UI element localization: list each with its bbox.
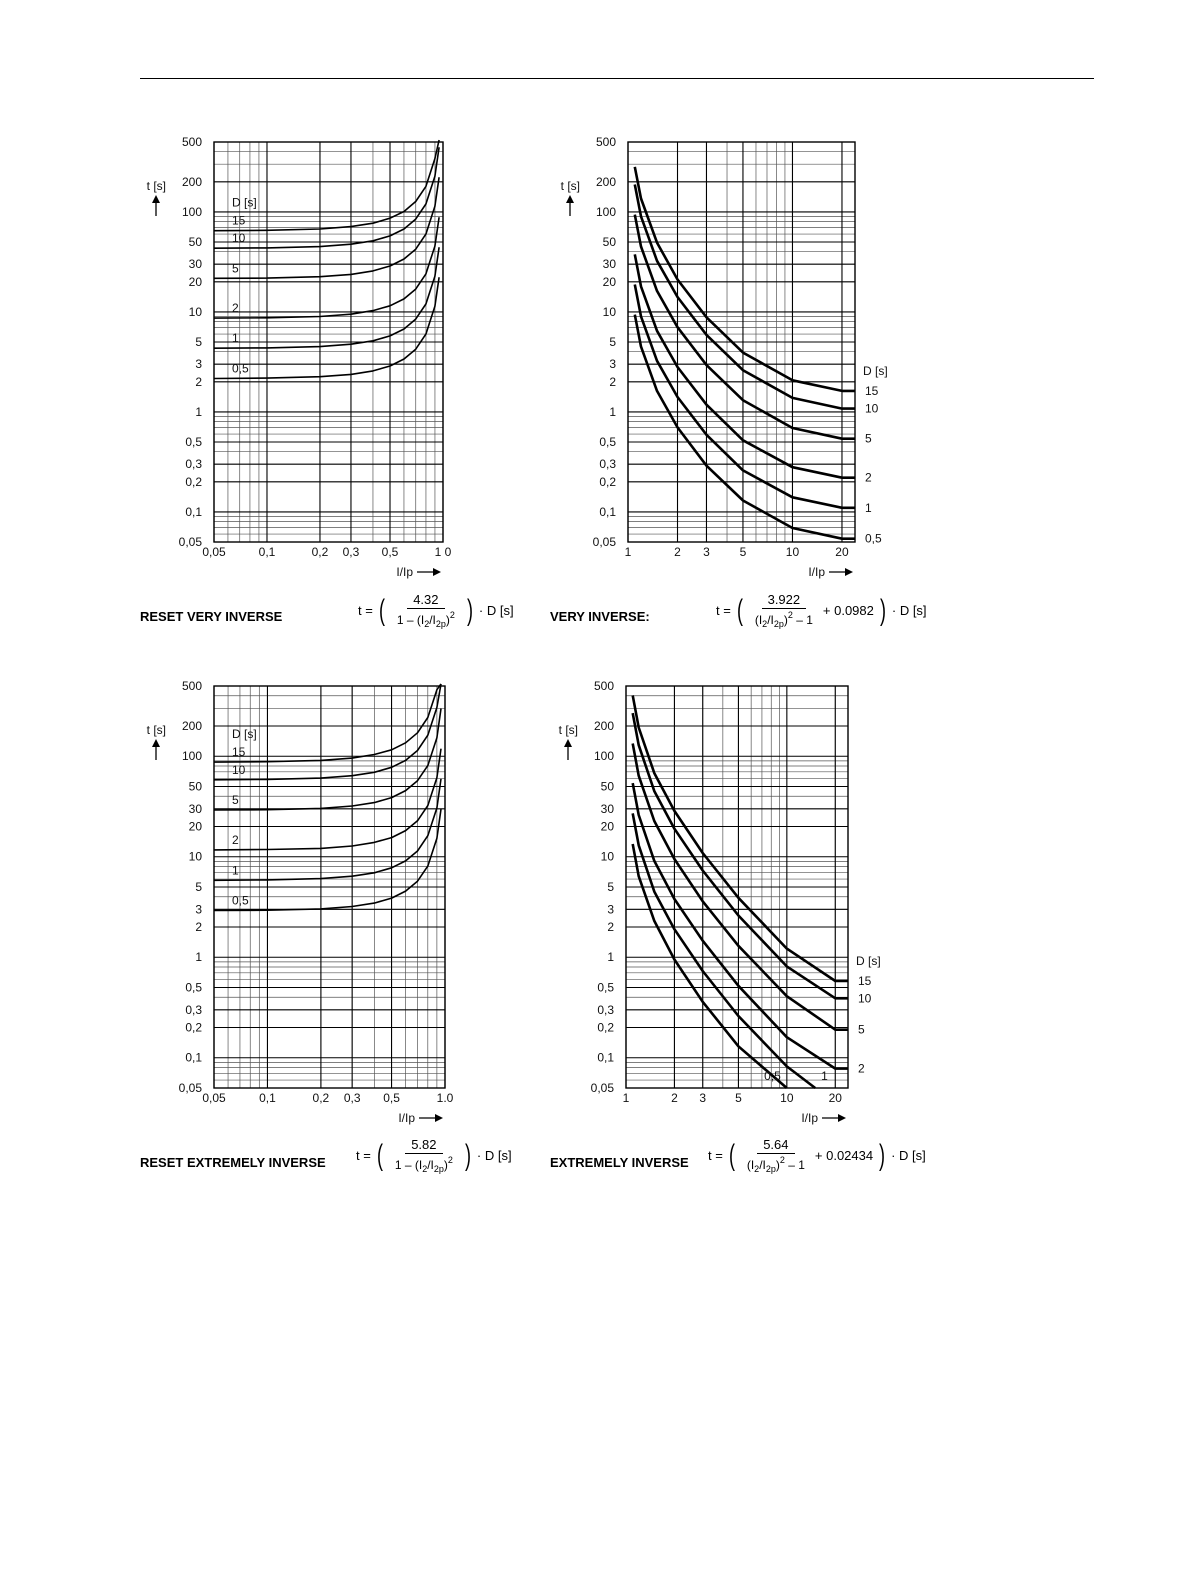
formula-fraction: [749, 592, 819, 629]
formula-numerator: 3.922: [762, 592, 807, 609]
y-tick-label: 0,5: [185, 435, 202, 449]
x-tick-label: 1: [622, 1091, 630, 1105]
x-tick-label: 1 0: [434, 545, 452, 559]
y-tick-label: 0,05: [178, 1081, 202, 1095]
curves: [214, 684, 441, 911]
x-tick-label: 3: [699, 1091, 707, 1105]
y-axis-label: t [s]: [146, 179, 166, 193]
y-tick-label: 10: [600, 849, 614, 864]
x-tick-label: 1: [624, 545, 632, 559]
curve-label: 15: [232, 213, 246, 228]
curve-d-15: [214, 140, 439, 231]
caption-extremely-inverse: EXTREMELY INVERSE: [550, 1155, 689, 1170]
x-axis-label: I/Ip: [808, 565, 825, 579]
y-tick-label: 0,2: [597, 1020, 614, 1035]
curve-d-2: [635, 254, 855, 477]
y-axis-arrow-icon: [152, 195, 160, 216]
curve-label: 15: [232, 745, 246, 760]
y-tick-label: 0,05: [590, 1081, 614, 1095]
x-tick-label: 1.0: [436, 1091, 454, 1105]
y-tick-label: 200: [181, 718, 202, 733]
x-tick-label: 0,5: [381, 545, 399, 559]
formula-paren-open: (: [728, 1138, 735, 1172]
curve-label: 15: [865, 383, 879, 398]
caption-very-inverse: VERY INVERSE:: [550, 609, 650, 624]
x-tick-label: 2: [674, 545, 681, 559]
x-axis-label: I/Ip: [396, 565, 413, 579]
formula-rhs: · D [s]: [478, 603, 514, 618]
legend-title: D [s]: [863, 363, 888, 378]
curve-label: 1: [865, 500, 872, 515]
y-axis-label: t [s]: [560, 179, 580, 193]
y-axis-arrow-icon: [564, 739, 572, 760]
y-tick-label: 0,05: [178, 535, 202, 549]
y-tick-label: 1: [609, 404, 616, 419]
y-tick-label: 30: [188, 257, 202, 272]
y-tick-label: 0,2: [185, 1020, 202, 1035]
formula-lhs: t =: [716, 603, 731, 618]
y-tick-label: 20: [188, 819, 202, 834]
y-tick-label: 0,2: [599, 474, 616, 489]
y-tick-label: 50: [188, 235, 202, 249]
curves: [633, 695, 872, 1088]
x-tick-label: 0,3: [342, 545, 360, 559]
formula-lhs: t =: [358, 603, 373, 618]
curves: [635, 167, 882, 546]
y-tick-label: 100: [593, 749, 614, 764]
x-axis-label: I/Ip: [801, 1111, 818, 1125]
formula-rhs: · D [s]: [891, 1148, 926, 1163]
y-tick-label: 0,05: [592, 535, 616, 549]
formula-fraction: [391, 592, 461, 629]
curve-d-2: [633, 783, 848, 1069]
curve-label: 1: [821, 1069, 828, 1083]
x-tick-label: 0,1: [258, 545, 276, 559]
y-tick-label: 0,3: [599, 457, 616, 472]
y-tick-label: 0,2: [185, 474, 202, 489]
formula-rhs: · D [s]: [891, 603, 927, 618]
curve-label: 15: [858, 974, 872, 989]
chart-rei: [147, 679, 454, 1125]
curve-d-2: [214, 749, 441, 850]
curve-d-15: [633, 695, 848, 981]
x-tick-label: 10: [780, 1091, 794, 1105]
formula-rhs: · D [s]: [476, 1148, 512, 1163]
curve-d-10: [635, 185, 855, 409]
formula-paren-close: ): [464, 1138, 471, 1172]
formula-add: + 0.0982: [822, 603, 874, 618]
y-axis-label: t [s]: [558, 723, 578, 737]
y-tick-label: 3: [195, 357, 202, 372]
y-tick-label: 1: [195, 950, 202, 965]
x-tick-label: 5: [739, 545, 747, 559]
formula-paren-close: ): [879, 1138, 886, 1172]
curve-label: 5: [232, 261, 239, 276]
y-tick-label: 3: [607, 902, 614, 917]
curve-label: 2: [232, 832, 239, 847]
y-tick-label: 0,5: [597, 980, 614, 995]
formula-add: + 0.02434: [814, 1148, 874, 1163]
curve-label: 2: [865, 470, 872, 485]
formula-very-inverse: [716, 592, 927, 629]
formula-paren-open: (: [376, 1138, 383, 1172]
y-tick-label: 0,3: [597, 1002, 614, 1017]
formula-paren-open: (: [378, 593, 385, 627]
y-tick-label: 20: [602, 274, 616, 289]
y-tick-label: 20: [188, 274, 202, 289]
curve-label: 0,5: [232, 361, 249, 376]
y-tick-label: 0,3: [185, 1002, 202, 1017]
curve-label: 10: [865, 401, 879, 416]
x-axis-arrow-icon: [822, 1114, 846, 1122]
x-tick-label: 20: [828, 1091, 842, 1105]
y-tick-label: 0,5: [599, 435, 616, 449]
y-tick-label: 200: [595, 174, 616, 189]
legend-title: D [s]: [232, 727, 257, 742]
curve-label: 1: [232, 331, 239, 346]
x-tick-label: 0,1: [259, 1091, 276, 1105]
y-tick-label: 3: [609, 357, 616, 372]
y-tick-label: 2: [609, 374, 616, 389]
x-tick-label: 10: [785, 545, 800, 559]
x-tick-label: 0,05: [202, 1091, 226, 1105]
formula-paren-close: ): [466, 593, 473, 627]
y-tick-label: 5: [609, 335, 616, 349]
formula-fraction: [741, 1137, 811, 1174]
y-tick-label: 500: [181, 135, 202, 149]
x-tick-label: 2: [671, 1091, 678, 1105]
curve-label: 0,5: [865, 531, 882, 546]
x-axis-arrow-icon: [829, 568, 853, 576]
y-tick-label: 10: [188, 849, 202, 864]
formula-fraction: [389, 1137, 459, 1174]
y-tick-label: 500: [181, 679, 202, 693]
y-tick-label: 50: [188, 779, 202, 794]
y-tick-label: 200: [593, 718, 614, 733]
y-tick-label: 30: [188, 801, 202, 816]
x-tick-label: 0,5: [383, 1091, 400, 1105]
curve-label: 0,5: [232, 893, 249, 908]
curve-label: 5: [865, 431, 872, 446]
x-tick-label: 5: [735, 1091, 742, 1105]
curve-label: 5: [858, 1022, 865, 1037]
curve-d-2: [214, 217, 439, 318]
formula-denominator: $(I_2/I_{2p})^2 - 1$: [746, 1155, 805, 1174]
y-axis-arrow-icon: [152, 739, 160, 760]
chart-rvi: [147, 135, 452, 579]
formula-denominator: $1 - (I_2/I_{2p})^2$: [396, 610, 455, 629]
curve-label: 0,5: [764, 1069, 781, 1083]
x-tick-label: 0,05: [202, 545, 226, 559]
y-tick-label: 2: [195, 374, 202, 389]
y-tick-label: 0,1: [185, 504, 202, 519]
y-tick-label: 100: [181, 204, 202, 219]
curve-label: 1: [232, 863, 239, 878]
y-tick-label: 200: [181, 174, 202, 189]
y-axis-arrow-icon: [566, 195, 574, 216]
curve-label: 5: [232, 792, 239, 807]
formula-lhs: t =: [356, 1148, 371, 1163]
y-tick-label: 0,3: [185, 457, 202, 472]
curve-label: 2: [858, 1061, 865, 1076]
x-tick-label: 0,2: [312, 1091, 330, 1105]
x-axis-arrow-icon: [417, 568, 441, 576]
y-tick-label: 30: [600, 801, 614, 816]
formula-paren-close: ): [879, 593, 886, 627]
x-tick-label: 0,2: [311, 545, 329, 559]
y-tick-label: 500: [595, 135, 616, 149]
y-tick-label: 1: [195, 404, 202, 419]
y-tick-label: 10: [602, 304, 616, 319]
y-axis-label: t [s]: [146, 723, 166, 737]
y-tick-label: 0,5: [185, 980, 202, 995]
formula-paren-open: (: [736, 593, 743, 627]
formula-denominator: $1 - (I_2/I_{2p})^2$: [394, 1155, 453, 1174]
curve-label: 10: [232, 231, 246, 246]
x-axis-label: I/Ip: [398, 1111, 415, 1125]
formula-reset-extremely-inverse: [356, 1137, 512, 1174]
formula-numerator: 5.64: [757, 1137, 794, 1154]
curves: [214, 140, 439, 379]
x-tick-label: 20: [835, 545, 849, 559]
curve-label: 10: [858, 991, 872, 1006]
y-tick-label: 100: [595, 204, 616, 219]
formula-reset-very-inverse: [358, 592, 514, 629]
y-tick-label: 2: [195, 919, 202, 934]
y-tick-label: 0,1: [599, 504, 616, 519]
caption-reset-very-inverse: RESET VERY INVERSE: [140, 609, 283, 624]
y-tick-label: 3: [195, 902, 202, 917]
legend-title: D [s]: [232, 195, 257, 210]
formula-numerator: 5.82: [405, 1137, 442, 1154]
y-tick-label: 2: [607, 919, 614, 934]
curve-label: 10: [232, 762, 246, 777]
x-axis-arrow-icon: [419, 1114, 443, 1122]
y-tick-label: 5: [195, 335, 202, 349]
y-tick-label: 1: [607, 950, 614, 965]
y-tick-label: 50: [600, 779, 614, 794]
y-tick-label: 20: [600, 819, 614, 834]
y-tick-label: 5: [195, 880, 202, 894]
y-tick-label: 5: [607, 880, 614, 894]
major-grid: [626, 686, 848, 1088]
caption-reset-extremely-inverse: RESET EXTREMELY INVERSE: [140, 1155, 326, 1170]
y-tick-label: 100: [181, 749, 202, 764]
x-tick-label: 3: [703, 545, 710, 559]
y-tick-label: 0,1: [597, 1050, 614, 1065]
y-tick-label: 500: [593, 679, 614, 693]
chart-ei: [559, 679, 881, 1125]
y-tick-label: 30: [602, 257, 616, 272]
y-tick-label: 0,1: [185, 1050, 202, 1065]
x-tick-label: 0,3: [343, 1091, 361, 1105]
formula-denominator: $(I_2/I_{2p})^2 - 1$: [754, 610, 813, 629]
y-tick-label: 10: [188, 304, 202, 319]
formula-numerator: 4.32: [407, 592, 444, 609]
curve-label: 2: [232, 301, 239, 316]
legend-title: D [s]: [856, 954, 881, 969]
chart-vi: [561, 135, 888, 579]
formula-lhs: t =: [708, 1148, 723, 1163]
formula-extremely-inverse: [708, 1137, 926, 1174]
y-tick-label: 50: [602, 235, 616, 249]
